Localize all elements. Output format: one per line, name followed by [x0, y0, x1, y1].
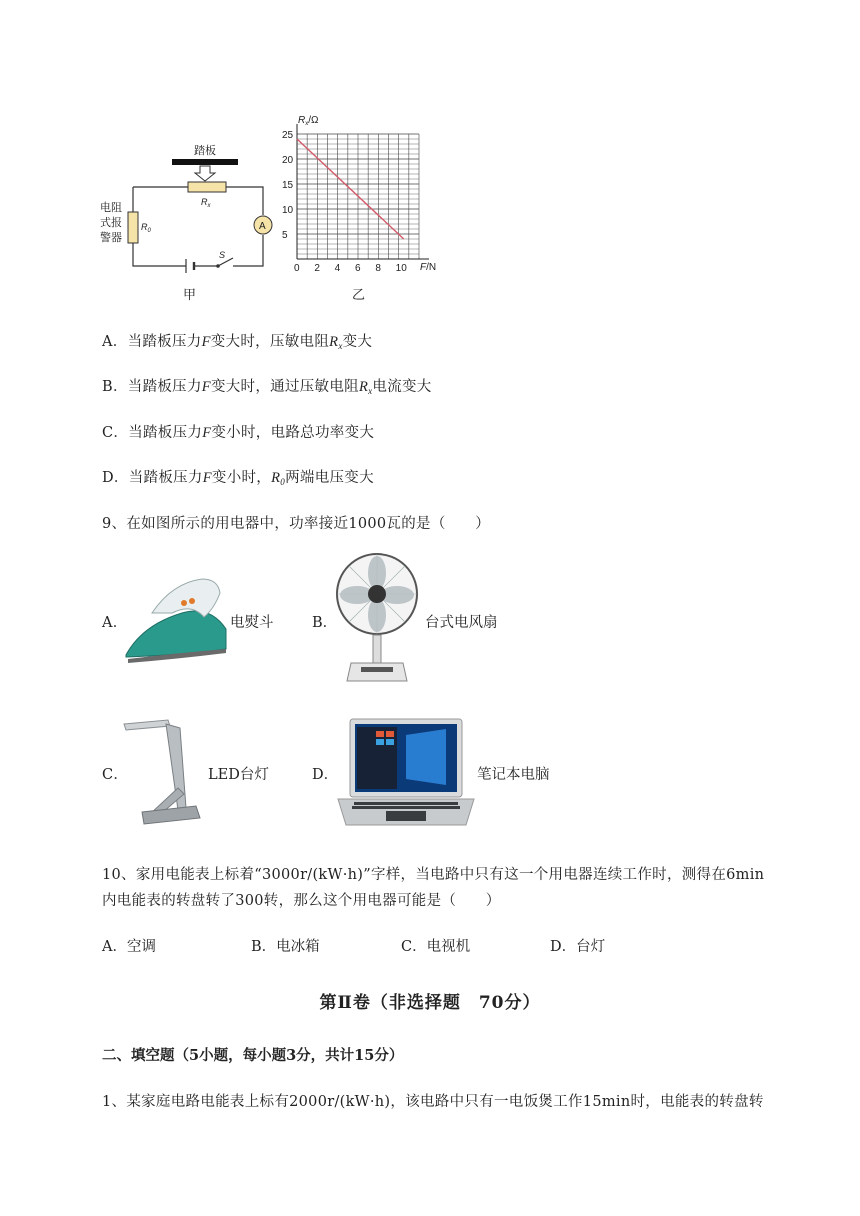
y-tick-label: 20	[282, 155, 294, 166]
x-tick-label: 6	[355, 263, 361, 274]
x-tick-label: 2	[314, 263, 320, 274]
chart-xlabel: F/N	[420, 262, 437, 273]
fill-question-1: 1、某家庭电路电能表上标有2000r/(kW·h)，该电路中只有一电饭煲工作15min时，电能表的转盘转	[102, 1094, 764, 1110]
alarm-resistor	[128, 212, 138, 243]
alarm-label-3: 警器	[100, 232, 122, 244]
pedal-label: 踏板	[194, 145, 216, 157]
q9-option-b-letter: B．	[312, 615, 338, 631]
svg-text:R0: $R_0$	[141, 222, 151, 234]
q10-option-a: A．空调	[102, 939, 156, 955]
q10-stem-line1: 10、家用电能表上标着“3000r/(kW·h)”字样，当电路中只有这一个用电器连续工作时，测得在6min	[102, 867, 765, 883]
desk-fan-icon	[335, 551, 423, 685]
y-tick-label: 10	[282, 205, 294, 216]
section-title: 第Ⅱ卷（非选择题 70分）	[319, 993, 541, 1013]
q9-option-c-label: LED台灯	[208, 767, 269, 783]
pedal-bar	[172, 159, 238, 165]
q9-option-b-label: 台式电风扇	[425, 615, 498, 631]
q9-option-d-label: 笔记本电脑	[477, 767, 550, 783]
electric-iron-icon	[122, 573, 230, 665]
q9-option-a-letter: A．	[102, 615, 128, 631]
part-title: 二、填空题（5小题，每小题3分，共计15分）	[102, 1047, 404, 1064]
q9-option-d-letter: D．	[312, 767, 339, 783]
alarm-label-1: 电阻	[100, 202, 122, 214]
circuit-diagram	[96, 135, 276, 295]
q10-option-d: D．台灯	[550, 939, 606, 955]
x-tick-label: 0	[294, 263, 300, 274]
pressure-arrow-icon	[195, 166, 215, 181]
q8-option-a: A．当踏板压力F变大时，压敏电阻$R_x$变大	[102, 334, 373, 351]
laptop-icon	[336, 717, 476, 829]
x-tick-label: 4	[334, 263, 341, 274]
svg-text:S: S	[219, 250, 226, 260]
figure-yi-caption: 乙	[352, 288, 366, 303]
y-tick-label: 5	[282, 230, 288, 241]
chart-ylabel: $R_x/\Omega$	[298, 115, 319, 127]
resistance-force-chart	[278, 108, 448, 280]
pressure-resistor	[188, 182, 226, 192]
q10-option-c: C．电视机	[401, 939, 471, 955]
q8-option-c: C．当踏板压力F变小时，电路总功率变大	[102, 425, 375, 441]
q10-stem-line2: 内电能表的转盘转了300转，那么这个用电器可能是（ ）	[102, 893, 501, 909]
led-desk-lamp-icon	[120, 718, 204, 826]
q8-option-b: B．当踏板压力F变大时，通过压敏电阻$R_x$电流变大	[102, 379, 432, 396]
figure-jia-caption: 甲	[183, 288, 197, 303]
alarm-label-2: 式报	[100, 217, 122, 229]
q8-option-d: D．当踏板压力F变小时，$R_0$两端电压变大	[102, 470, 374, 487]
x-tick-label: 10	[395, 263, 407, 274]
q9-stem: 9、在如图所示的用电器中，功率接近1000瓦的是（ ）	[102, 516, 491, 532]
svg-text:A: A	[259, 221, 266, 232]
q10-option-b: B．电冰箱	[251, 939, 320, 955]
q9-option-c-letter: C．	[102, 767, 129, 783]
q9-option-a-label: 电熨斗	[230, 615, 274, 631]
x-tick-label: 8	[375, 263, 381, 274]
y-tick-label: 25	[282, 130, 294, 141]
y-tick-label: 15	[282, 180, 294, 191]
svg-text:Rx: $R_x$	[201, 197, 211, 209]
